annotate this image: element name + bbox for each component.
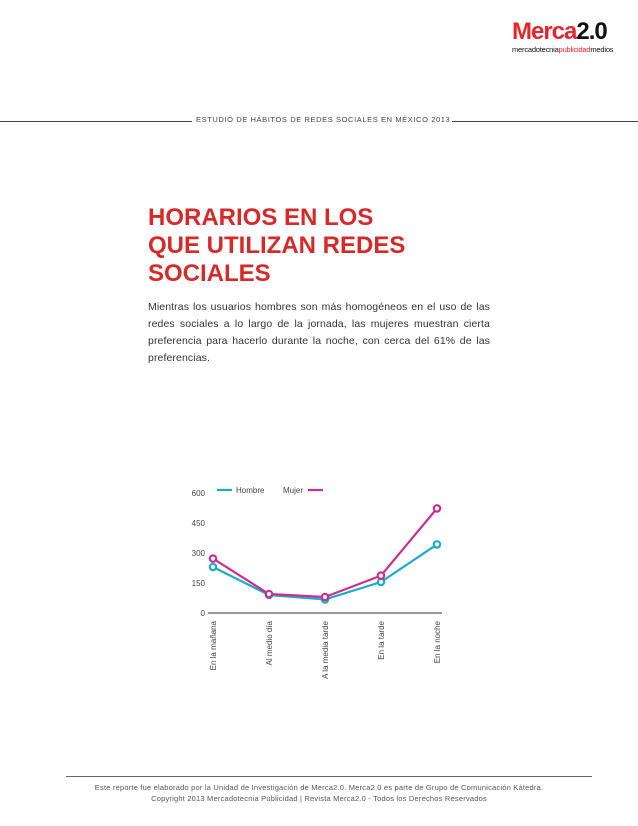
data-point-hombre bbox=[434, 541, 440, 547]
x-category-label: Al medio día bbox=[265, 621, 274, 666]
logo-tagline-b: publicidad bbox=[558, 45, 591, 54]
logo-tagline bbox=[512, 45, 624, 54]
y-tick-label: 0 bbox=[200, 609, 205, 618]
data-point-hombre bbox=[210, 564, 216, 570]
legend-label-hombre: Hombre bbox=[236, 486, 265, 495]
series-line-hombre bbox=[213, 544, 437, 599]
footer-rule bbox=[66, 776, 592, 777]
title-line: HORARIOS EN LOS bbox=[148, 204, 374, 231]
logo-tagline-c: medios bbox=[590, 45, 614, 54]
header-rule-right bbox=[452, 121, 638, 122]
chart-svg bbox=[180, 480, 460, 690]
footer-line-2: Copyright 2013 Mercadotecnia Publicidad | Revista Merca2.0 - Todos los Derechos Reservados bbox=[151, 794, 487, 803]
data-point-mujer bbox=[210, 555, 216, 561]
line-chart bbox=[180, 480, 460, 690]
data-point-mujer bbox=[378, 572, 384, 578]
title-line: SOCIALES bbox=[148, 260, 271, 287]
logo-wordmark bbox=[512, 20, 624, 44]
y-tick-label: 150 bbox=[191, 579, 205, 588]
logo-version: 2.0 bbox=[576, 18, 607, 45]
report-header-text: ESTUDIO DE HÁBITOS DE REDES SOCIALES EN MÉXICO 2013 bbox=[196, 115, 451, 124]
intro-paragraph: Mientras los usuarios hombres son más homogéneos en el uso de las redes sociales a lo largo de la jornada, las mujeres muestran cierta preferencia para hacerlo durante la noche, con cerca del 61% de las preferencias. bbox=[148, 301, 490, 364]
logo-tagline-a: mercadotecnia bbox=[512, 45, 559, 54]
data-point-mujer bbox=[266, 591, 272, 597]
x-category-label: En la tarde bbox=[377, 621, 386, 660]
y-tick-label: 600 bbox=[191, 489, 205, 498]
legend-label-mujer: Mujer bbox=[283, 486, 304, 495]
logo-merca: Merca bbox=[512, 18, 577, 45]
y-tick-label: 300 bbox=[191, 549, 205, 558]
title-line: QUE UTILIZAN REDES bbox=[148, 232, 406, 259]
footer-line-1: Este reporte fue elaborado por la Unidad de Investigación de Merca2.0. Merca2.0 es parte de Grupo de Comunicación Kátedra. bbox=[94, 783, 544, 792]
header-rule-left bbox=[0, 121, 192, 122]
data-point-mujer bbox=[434, 505, 440, 511]
report-header bbox=[0, 113, 638, 125]
x-category-label: A la media tarde bbox=[321, 621, 330, 679]
x-category-label: En la noche bbox=[433, 621, 442, 664]
footer bbox=[40, 782, 598, 804]
page-title bbox=[148, 204, 508, 288]
x-category-label: En la mañana bbox=[209, 621, 218, 671]
merca20-logo bbox=[512, 20, 624, 54]
data-point-mujer bbox=[322, 594, 328, 600]
y-tick-label: 450 bbox=[191, 519, 205, 528]
